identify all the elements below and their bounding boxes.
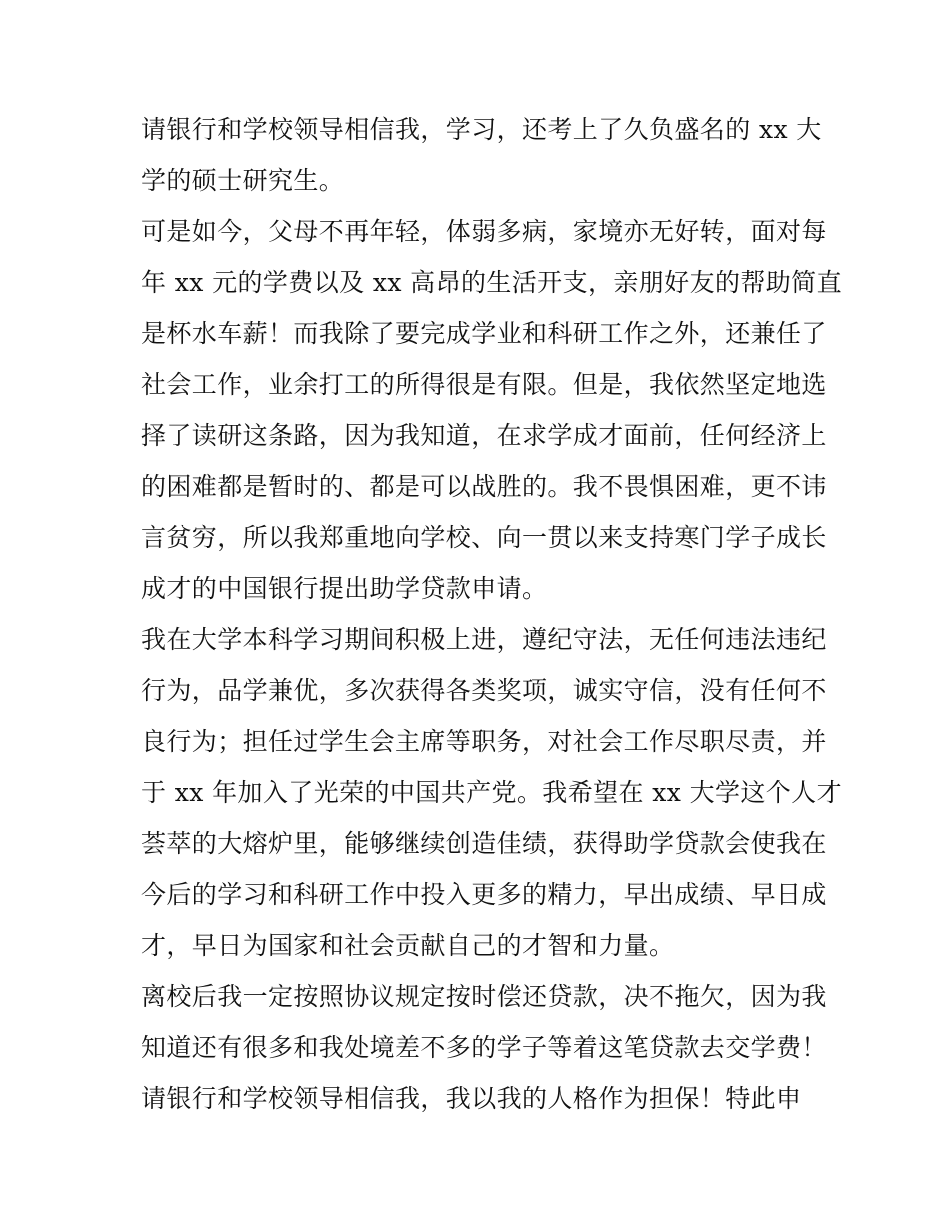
text-line: 荟萃的大熔炉里，能够继续创造佳绩，获得助学贷款会使我在: [141, 829, 827, 858]
text-line: 的困难都是暂时的、都是可以战胜的。我不畏惧困难，更不讳: [141, 472, 827, 501]
text-line: 离校后我一定按照协议规定按时偿还贷款，决不拖欠，因为我: [141, 982, 827, 1011]
text-line: 我在大学本科学习期间积极上进，遵纪守法，无任何违法违纪: [141, 625, 827, 654]
document-body: [141, 104, 842, 1124]
text-line: 可是如今，父母不再年轻，体弱多病，家境亦无好转，面对每: [141, 217, 827, 246]
text-line: 知道还有很多和我处境差不多的学子等着这笔贷款去交学费！: [141, 1033, 827, 1062]
text-line: 行为，品学兼优，多次获得各类奖项，诚实守信，没有任何不: [141, 676, 827, 705]
text-line: 年 xx 元的学费以及 xx 高昂的生活开支，亲朋好友的帮助简直: [141, 268, 842, 297]
text-line: 择了读研这条路，因为我知道，在求学成才面前，任何经济上: [141, 421, 827, 450]
text-line: 于 xx 年加入了光荣的中国共产党。我希望在 xx 大学这个人才: [141, 778, 842, 807]
text-line: 请银行和学校领导相信我，学习，还考上了久负盛名的 xx 大: [141, 115, 822, 144]
text-line: 言贫穷，所以我郑重地向学校、向一贯以来支持寒门学子成长: [141, 523, 827, 552]
text-line: 学的硕士研究生。: [141, 166, 345, 195]
text-line: 良行为；担任过学生会主席等职务，对社会工作尽职尽责，并: [141, 727, 827, 756]
text-line: 才，早日为国家和社会贡献自己的才智和力量。: [141, 931, 675, 960]
text-line: 请银行和学校领导相信我，我以我的人格作为担保！特此申: [141, 1084, 802, 1113]
text-line: 社会工作，业余打工的所得很是有限。但是，我依然坚定地选: [141, 370, 827, 399]
text-line: 成才的中国银行提出助学贷款申请。: [141, 574, 548, 603]
text-line: 是杯水车薪！而我除了要完成学业和科研工作之外，还兼任了: [141, 319, 827, 348]
text-line: 今后的学习和科研工作中投入更多的精力，早出成绩、早日成: [141, 880, 827, 909]
